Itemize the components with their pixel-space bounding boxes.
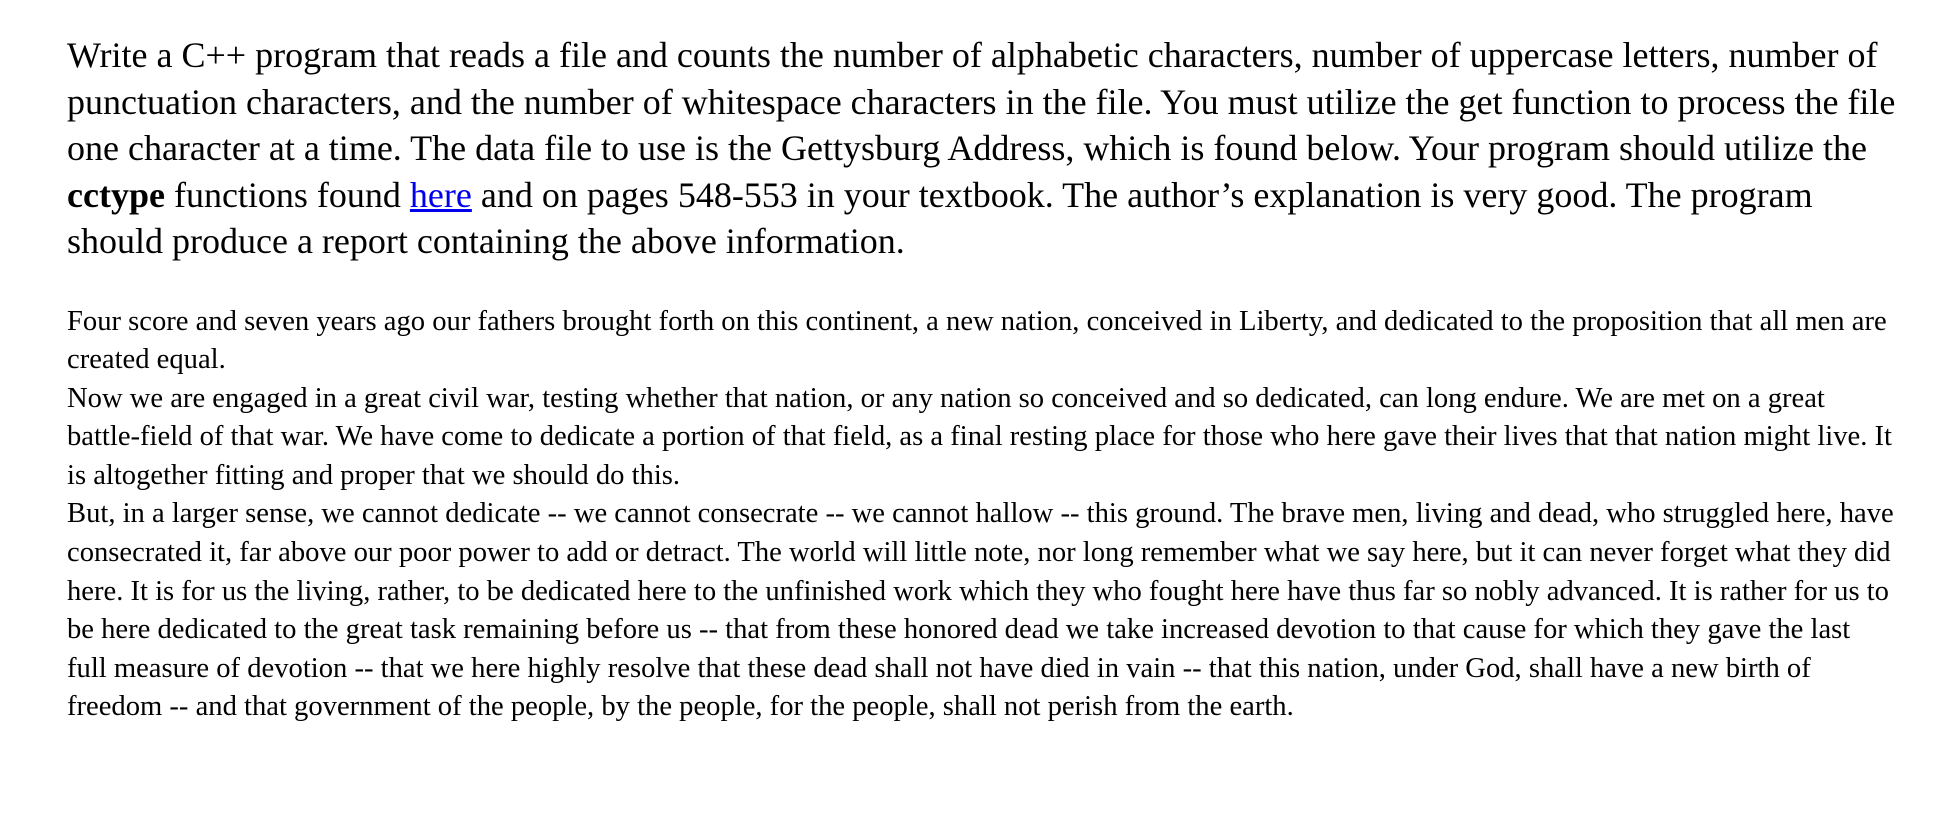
cctype-term: cctype	[67, 174, 165, 215]
address-paragraph-3: But, in a larger sense, we cannot dedicate -- we cannot consecrate -- we cannot hallow -- this ground. The brave men, living and dead, who struggled here, have consecrated it, far above our poor power to add or detract. The world will little note, nor long remember what we say here, but it can never forget what they did here. It is for us the living, rather, to be dedicated here to the unfinished work which they who fought here have thus far so nobly advanced. It is rather for us to be here dedicated to the great task remaining before us -- that from these honored dead we take increased devotion to that cause for which they gave the last full measure of devotion -- that we here highly resolve that these dead shall not have died in vain -- that this nation, under God, shall have a new birth of freedom -- and that government of the people, by the people, for the people, shall not perish from the earth.	[67, 498, 1894, 723]
instructions-text-end: and on pages 548-553 in your textbook. The author’s explanation is very good. The program should produce a report containing the above information.	[67, 174, 1813, 261]
cctype-reference-link[interactable]: here	[409, 174, 472, 215]
document-body	[67, 32, 1897, 727]
address-paragraph-1: Four score and seven years ago our fathers brought forth on this continent, a new nation, conceived in Liberty, and dedicated to the proposition that all men are created equal.	[67, 305, 1887, 376]
instructions-text-middle: functions found	[164, 174, 410, 215]
address-paragraph-2: Now we are engaged in a great civil war, testing whether that nation, or any nation so conceived and so dedicated, can long endure. We are met on a great battle-field of that war. We have come to dedicate a portion of that field, as a final resting place for those who here gave their lives that that nation might live. It is altogether fitting and proper that we should do this.	[67, 382, 1892, 491]
instructions-text-intro: Write a C++ program that reads a file and counts the number of alphabetic characters, number of uppercase letters, number of punctuation characters, and the number of whitespace characters in the file. You must utilize the get function to process the file one character at a time. The data file to use is the Gettysburg Address, which is found below. Your program should utilize the	[67, 35, 1896, 168]
assignment-instructions	[67, 32, 1897, 265]
gettysburg-address	[67, 303, 1897, 728]
